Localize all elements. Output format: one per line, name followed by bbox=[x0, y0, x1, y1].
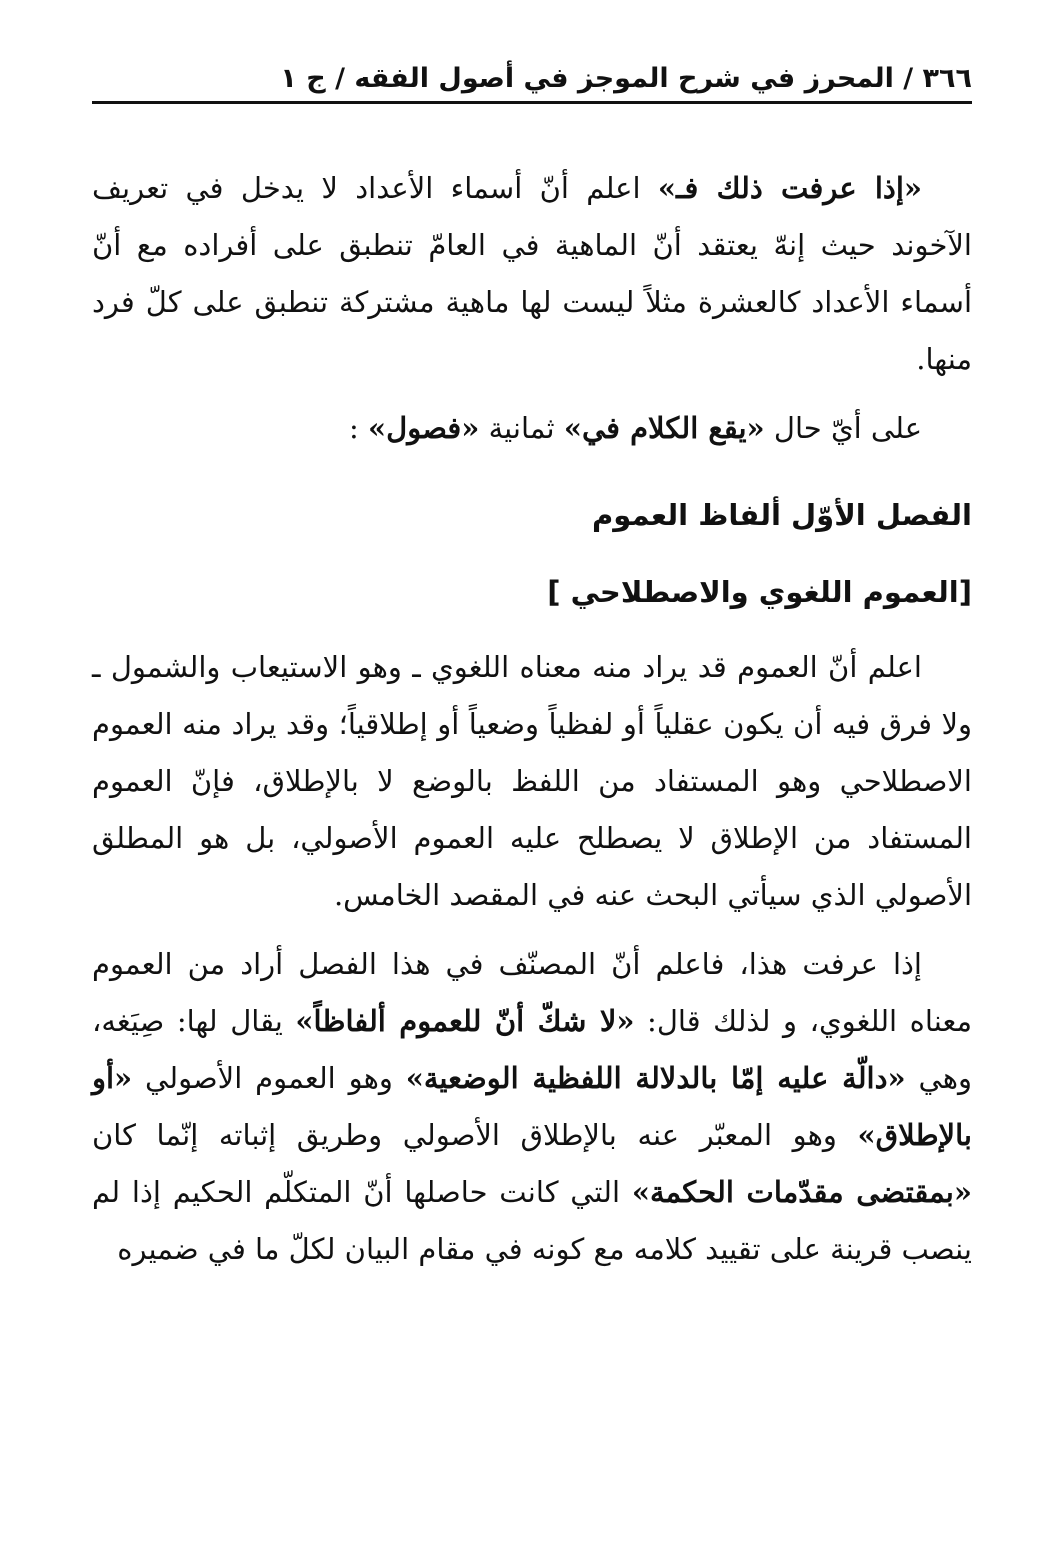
paragraph-text: : bbox=[349, 411, 369, 445]
paragraph-4 bbox=[92, 936, 972, 1278]
paragraph-text: وهو العموم الأصولي bbox=[132, 1061, 406, 1095]
quoted-text: «يقع الكلام في» bbox=[563, 411, 765, 445]
quoted-text: «لا شكّ أنّ للعموم ألفاظاً» bbox=[295, 1004, 635, 1038]
paragraph-text: إذا عرفت هذا، فاعلم أنّ المصنّف في هذا الفصل أراد من العموم معناه اللغوي، و لذلك قال: bbox=[92, 947, 972, 1038]
paragraph-text: اعلم أنّ أسماء الأعداد لا يدخل في تعريف الآخوند حيث إنهّ يعتقد أنّ الماهية في العامّ تنطبق على أفراده مع أنّ أسماء الأعداد كالعشرة مثلاً ليست لها ماهية مشتركة تنطبق على كلّ فرد منها. bbox=[92, 171, 972, 376]
paragraph-text: على أيّ حال bbox=[764, 411, 922, 445]
paragraph-1 bbox=[92, 160, 972, 388]
quoted-text: «أو بالإطلاق» bbox=[92, 1061, 972, 1152]
paragraph-2 bbox=[92, 400, 972, 457]
quoted-text: «بمقتضى مقدّمات الحكمة» bbox=[631, 1175, 972, 1209]
paragraph-text: وهو المعبّر عنه بالإطلاق الأصولي وطريق إثباته إنّما كان bbox=[92, 1118, 858, 1152]
quoted-text: «فصول» bbox=[368, 411, 480, 445]
quoted-text: «إذا عرفت ذلك فـ» bbox=[657, 171, 922, 205]
header-title: ٣٦٦ / المحرز في شرح الموجز في أصول الفقه / ج ١ bbox=[280, 63, 972, 94]
body-text bbox=[92, 160, 972, 1290]
running-header bbox=[92, 58, 972, 104]
quoted-text: «دالّة عليه إمّا بالدلالة اللفظية الوضعية» bbox=[405, 1061, 906, 1095]
paragraph-text: ثمانية bbox=[479, 411, 564, 445]
subsection-heading: [العموم اللغوي والاصطلاحي ] bbox=[547, 575, 972, 609]
paragraph-3 bbox=[92, 639, 972, 924]
section-heading: الفصل الأوّل ألفاظ العموم bbox=[592, 498, 972, 532]
paragraph-text: اعلم أنّ العموم قد يراد منه معناه اللغوي ـ وهو الاستيعاب والشمول ـ ولا فرق فيه أن يكون عقلياً أو لفظياً وضعياً أو إطلاقياً؛ وقد يراد منه العموم الاصطلاحي وهو المستفاد من اللفظ بالوضع لا بالإطلاق، فإنّ العموم المستفاد من الإطلاق لا يصطلح عليه العموم الأصولي، بل هو المطلق الأصولي الذي سيأتي البحث عنه في المقصد الخامس. bbox=[92, 650, 972, 912]
paragraph-text: يقال لها: صِيَغه، وهي bbox=[92, 1004, 972, 1095]
paragraph-text: التي كانت حاصلها أنّ المتكلّم الحكيم إذا لم ينصب قرينة على تقييد كلامه مع كونه في مقام البيان لكلّ ما في ضميره bbox=[92, 1175, 972, 1266]
